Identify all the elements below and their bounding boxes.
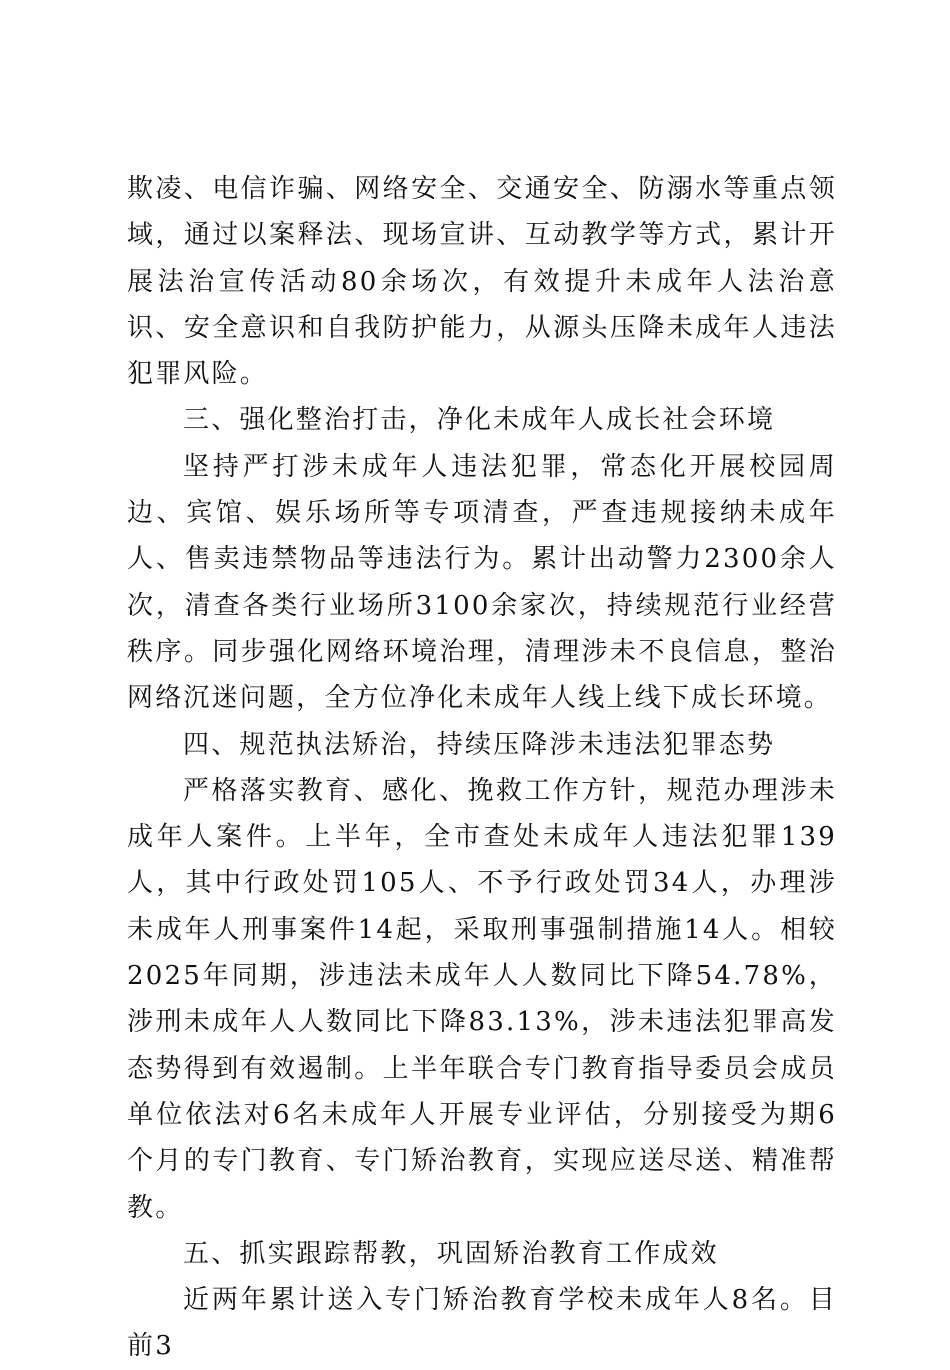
section-heading-4: 四、规范执法矫治，持续压降涉未违法犯罪态势 — [183, 729, 776, 760]
section-heading-5: 五、抓实跟踪帮教，巩固矫治教育工作成效 — [183, 1238, 719, 1269]
body-paragraph-5: 近两年累计送入专门矫治教育学校未成年人8名。目前3 — [127, 1285, 837, 1362]
document-body — [127, 166, 837, 1370]
body-paragraph-continued: 欺凌、电信诈骗、网络安全、交通安全、防溺水等重点领域，通过以案释法、现场宣讲、互动教学等方式，累计开展法治宣传活动80余场次，有效提升未成年人法治意识、安全意识和自我防护能力，从源头压降未成年人违法犯罪风险。 — [127, 174, 837, 390]
body-paragraph-4: 严格落实教育、感化、挽救工作方针，规范办理涉未成年人案件。上半年，全市查处未成年人违法犯罪139人，其中行政处罚105人、不予行政处罚34人，办理涉未成年人刑事案件14起，采取刑事强制措施14人。相较2025年同期，涉违法未成年人人数同比下降54.78%，涉刑未成年人人数同比下降83.13%，涉未违法犯罪高发态势得到有效遏制。上半年联合专门教育指导委员会成员单位依法对6名未成年人开展专业评估，分别接受为期6个月的专门教育、专门矫治教育，实现应送尽送、精准帮教。 — [127, 775, 837, 1223]
section-heading-3: 三、强化整治打击，净化未成年人成长社会环境 — [183, 405, 776, 436]
body-paragraph-3: 坚持严打涉未成年人违法犯罪，常态化开展校园周边、宾馆、娱乐场所等专项清查，严查违规接纳未成年人、售卖违禁物品等违法行为。累计出动警力2300余人次，清查各类行业场所3100余家次，持续规范行业经营秩序。同步强化网络环境治理，清理涉未不良信息，整治网络沉迷问题，全方位净化未成年人线上线下成长环境。 — [127, 451, 837, 714]
